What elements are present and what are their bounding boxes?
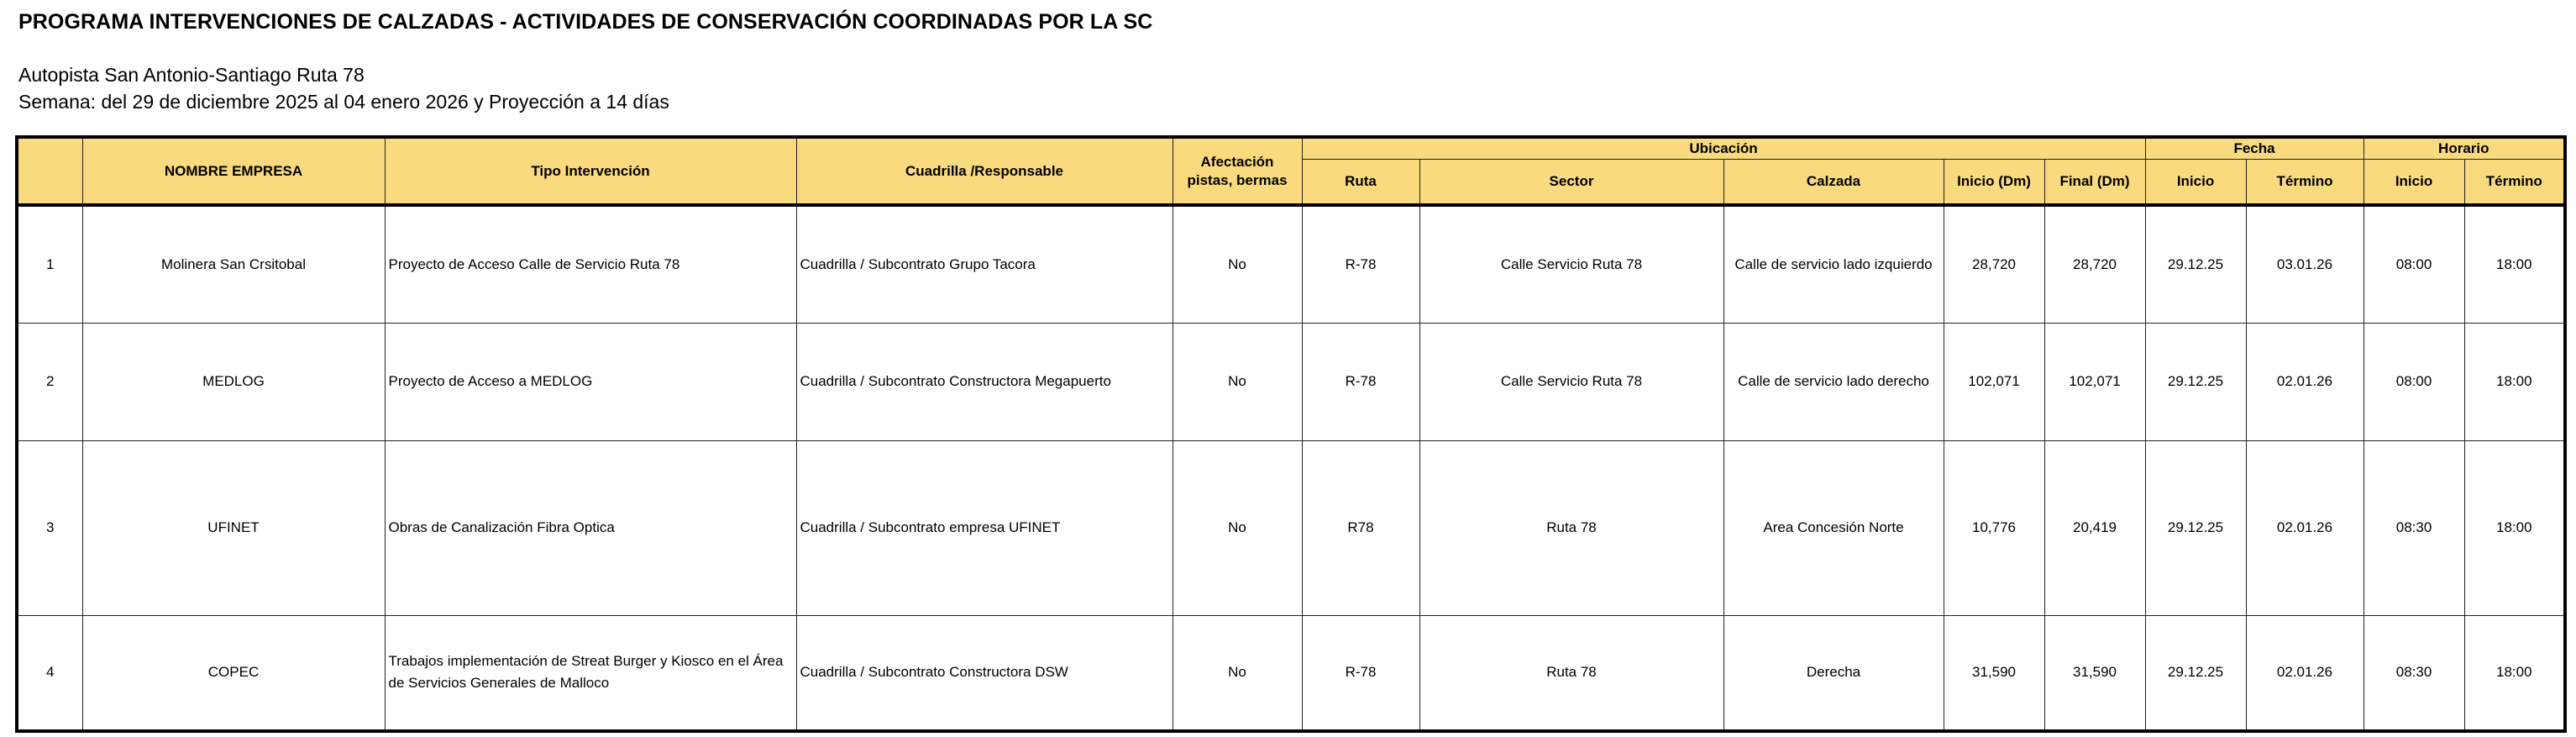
header-fecha-inicio: Inicio [2145, 160, 2246, 206]
header-fecha-termino: Término [2246, 160, 2364, 206]
header-calzada: Calzada [1723, 160, 1944, 206]
row-number: 3 [17, 440, 82, 615]
cell-empresa: COPEC [82, 615, 385, 731]
cell-fecha-inicio: 29.12.25 [2145, 440, 2246, 615]
cell-inicio-dm: 102,071 [1944, 323, 2044, 440]
cell-tipo: Proyecto de Acceso Calle de Servicio Ruta 78 [385, 205, 796, 323]
page-title: PROGRAMA INTERVENCIONES DE CALZADAS - ACTIVIDADES DE CONSERVACIÓN COORDINADAS POR LA SC [18, 10, 1153, 34]
cell-hora-inicio: 08:30 [2364, 615, 2464, 731]
table-row [17, 205, 2565, 323]
cell-inicio-dm: 31,590 [1944, 615, 2044, 731]
cell-inicio-dm: 28,720 [1944, 205, 2044, 323]
cell-cuadrilla: Cuadrilla / Subcontrato empresa UFINET [796, 440, 1173, 615]
cell-calzada: Calle de servicio lado izquierdo [1723, 205, 1944, 323]
table-row [17, 615, 2565, 731]
cell-hora-inicio: 08:00 [2364, 205, 2464, 323]
cell-hora-inicio: 08:00 [2364, 323, 2464, 440]
cell-ruta: R-78 [1302, 615, 1419, 731]
cell-empresa: UFINET [82, 440, 385, 615]
header-fecha: Fecha [2145, 137, 2364, 160]
header-ruta: Ruta [1302, 160, 1419, 206]
header-final-dm: Final (Dm) [2044, 160, 2145, 206]
cell-fecha-termino: 02.01.26 [2246, 323, 2364, 440]
cell-sector: Ruta 78 [1419, 440, 1723, 615]
header-horario: Horario [2364, 137, 2565, 160]
cell-tipo: Trabajos implementación de Streat Burger y Kiosco en el Área de Servicios Generales de Malloco [385, 615, 796, 731]
cell-hora-termino: 18:00 [2464, 615, 2565, 731]
cell-hora-termino: 18:00 [2464, 205, 2565, 323]
cell-hora-inicio: 08:30 [2364, 440, 2464, 615]
cell-empresa: Molinera San Crsitobal [82, 205, 385, 323]
cell-ruta: R-78 [1302, 323, 1419, 440]
cell-final-dm: 28,720 [2044, 205, 2145, 323]
header-number [17, 137, 82, 205]
cell-fecha-inicio: 29.12.25 [2145, 615, 2246, 731]
header-tipo-intervencion: Tipo Intervención [385, 137, 796, 205]
header-inicio-dm: Inicio (Dm) [1944, 160, 2044, 206]
header-horario-inicio: Inicio [2364, 160, 2464, 206]
cell-tipo: Proyecto de Acceso a MEDLOG [385, 323, 796, 440]
interventions-table [15, 135, 2567, 733]
cell-cuadrilla: Cuadrilla / Subcontrato Constructora Megapuerto [796, 323, 1173, 440]
cell-sector: Calle Servicio Ruta 78 [1419, 205, 1723, 323]
cell-afectacion: No [1173, 440, 1302, 615]
header-afectacion: Afectación pistas, bermas [1173, 137, 1302, 205]
cell-hora-termino: 18:00 [2464, 440, 2565, 615]
cell-afectacion: No [1173, 323, 1302, 440]
table-row [17, 323, 2565, 440]
table-row [17, 440, 2565, 615]
cell-cuadrilla: Cuadrilla / Subcontrato Constructora DSW [796, 615, 1173, 731]
header-sector: Sector [1419, 160, 1723, 206]
cell-sector: Calle Servicio Ruta 78 [1419, 323, 1723, 440]
row-number: 4 [17, 615, 82, 731]
cell-afectacion: No [1173, 615, 1302, 731]
header-nombre-empresa: NOMBRE EMPRESA [82, 137, 385, 205]
header-row-top [17, 137, 2565, 160]
cell-fecha-termino: 03.01.26 [2246, 205, 2364, 323]
row-number: 2 [17, 323, 82, 440]
highway-name: Autopista San Antonio-Santiago Ruta 78 [18, 64, 365, 86]
cell-ruta: R78 [1302, 440, 1419, 615]
week-range: Semana: del 29 de diciembre 2025 al 04 enero 2026 y Proyección a 14 días [18, 91, 669, 113]
cell-calzada: Derecha [1723, 615, 1944, 731]
cell-afectacion: No [1173, 205, 1302, 323]
cell-sector: Ruta 78 [1419, 615, 1723, 731]
cell-tipo: Obras de Canalización Fibra Optica [385, 440, 796, 615]
row-number: 1 [17, 205, 82, 323]
cell-fecha-termino: 02.01.26 [2246, 440, 2364, 615]
cell-final-dm: 31,590 [2044, 615, 2145, 731]
header-ubicacion: Ubicación [1302, 137, 2145, 160]
cell-calzada: Calle de servicio lado derecho [1723, 323, 1944, 440]
cell-empresa: MEDLOG [82, 323, 385, 440]
cell-final-dm: 20,419 [2044, 440, 2145, 615]
header-cuadrilla: Cuadrilla /Responsable [796, 137, 1173, 205]
cell-calzada: Area Concesión Norte [1723, 440, 1944, 615]
cell-inicio-dm: 10,776 [1944, 440, 2044, 615]
cell-hora-termino: 18:00 [2464, 323, 2565, 440]
cell-ruta: R-78 [1302, 205, 1419, 323]
header-horario-termino: Término [2464, 160, 2565, 206]
cell-fecha-termino: 02.01.26 [2246, 615, 2364, 731]
cell-cuadrilla: Cuadrilla / Subcontrato Grupo Tacora [796, 205, 1173, 323]
cell-final-dm: 102,071 [2044, 323, 2145, 440]
cell-fecha-inicio: 29.12.25 [2145, 205, 2246, 323]
cell-fecha-inicio: 29.12.25 [2145, 323, 2246, 440]
